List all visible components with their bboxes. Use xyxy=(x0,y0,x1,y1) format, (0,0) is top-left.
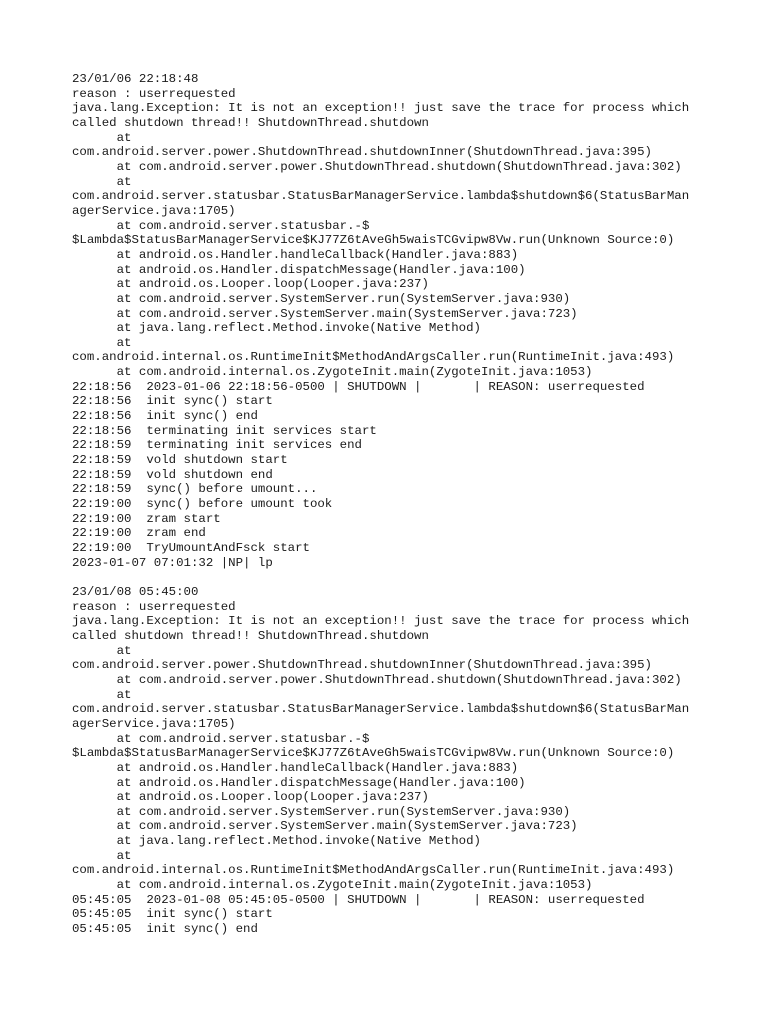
log-line: at com.android.server.power.ShutdownThread.shutdown(ShutdownThread.java:302) xyxy=(72,672,682,687)
log-line: at xyxy=(72,687,132,702)
log-line: 22:19:00 sync() before umount took xyxy=(72,497,333,512)
log-line: at com.android.internal.os.ZygoteInit.main(ZygoteInit.java:1053) xyxy=(72,365,593,380)
log-line: at android.os.Handler.dispatchMessage(Handler.java:100) xyxy=(72,262,526,277)
log-line: 22:18:56 2023-01-06 22:18:56-0500 | SHUTDOWN | | REASON: userrequested xyxy=(72,379,645,394)
log-line: at android.os.Looper.loop(Looper.java:237) xyxy=(72,277,429,292)
entry-separator xyxy=(72,570,702,585)
log-line: 22:19:00 zram start xyxy=(72,511,221,526)
log-line: agerService.java:1705) xyxy=(72,203,236,218)
log-line: at java.lang.reflect.Method.invoke(Native Method) xyxy=(72,321,481,336)
log-line: 22:19:00 zram end xyxy=(72,526,206,541)
log-line: at com.android.server.SystemServer.run(SystemServer.java:930) xyxy=(72,804,571,819)
log-line: 22:18:59 vold shutdown start xyxy=(72,453,288,468)
log-line: $Lambda$StatusBarManagerService$KJ77Z6tAveGh5waisTCGvipw8Vw.run(Unknown Source:0) xyxy=(72,746,675,761)
log-line: com.android.server.statusbar.StatusBarManagerService.lambda$shutdown$6(StatusBarMan xyxy=(72,189,690,204)
log-line: com.android.internal.os.RuntimeInit$MethodAndArgsCaller.run(RuntimeInit.java:493) xyxy=(72,350,675,365)
log-line: at com.android.server.statusbar.-$ xyxy=(72,731,370,746)
log-line: 05:45:05 init sync() start xyxy=(72,907,273,922)
log-line: 23/01/08 05:45:00 xyxy=(72,584,199,599)
document-page xyxy=(72,72,702,937)
log-entry xyxy=(72,72,702,570)
log-line: at com.android.internal.os.ZygoteInit.main(ZygoteInit.java:1053) xyxy=(72,878,593,893)
log-line: agerService.java:1705) xyxy=(72,716,236,731)
log-line: at xyxy=(72,335,132,350)
log-line: at com.android.server.statusbar.-$ xyxy=(72,218,370,233)
log-line: at xyxy=(72,643,132,658)
log-line: 23/01/06 22:18:48 xyxy=(72,72,199,86)
log-line: called shutdown thread!! ShutdownThread.shutdown xyxy=(72,115,429,130)
log-line: at com.android.server.SystemServer.main(SystemServer.java:723) xyxy=(72,306,578,321)
log-line: at android.os.Handler.dispatchMessage(Handler.java:100) xyxy=(72,775,526,790)
log-line: at xyxy=(72,174,132,189)
log-line: at com.android.server.SystemServer.run(SystemServer.java:930) xyxy=(72,291,571,306)
log-line: 22:18:59 vold shutdown end xyxy=(72,467,273,482)
log-line: at com.android.server.power.ShutdownThread.shutdown(ShutdownThread.java:302) xyxy=(72,159,682,174)
log-line: 22:18:56 init sync() start xyxy=(72,394,273,409)
log-line: 22:19:00 TryUmountAndFsck start xyxy=(72,541,310,555)
log-line: reason : userrequested xyxy=(72,599,236,614)
log-line: $Lambda$StatusBarManagerService$KJ77Z6tAveGh5waisTCGvipw8Vw.run(Unknown Source:0) xyxy=(72,233,675,248)
log-line: at android.os.Handler.handleCallback(Handler.java:883) xyxy=(72,247,519,262)
log-line: at xyxy=(72,130,132,145)
shutdown-log xyxy=(72,72,702,937)
log-line: 22:18:59 terminating init services end xyxy=(72,438,362,453)
log-line: 22:18:56 terminating init services start xyxy=(72,423,377,438)
log-line: 22:18:59 sync() before umount... xyxy=(72,482,318,497)
log-line: reason : userrequested xyxy=(72,86,236,101)
log-line: called shutdown thread!! ShutdownThread.shutdown xyxy=(72,628,429,643)
log-line: 05:45:05 2023-01-08 05:45:05-0500 | SHUTDOWN | | REASON: userrequested xyxy=(72,892,645,907)
log-entry xyxy=(72,585,702,937)
log-line: com.android.server.power.ShutdownThread.shutdownInner(ShutdownThread.java:395) xyxy=(72,145,652,160)
log-line: java.lang.Exception: It is not an exception!! just save the trace for process which xyxy=(72,614,690,629)
log-line: at java.lang.reflect.Method.invoke(Native Method) xyxy=(72,834,481,849)
log-line: at com.android.server.SystemServer.main(SystemServer.java:723) xyxy=(72,819,578,834)
log-line: at android.os.Handler.handleCallback(Handler.java:883) xyxy=(72,760,519,775)
log-line: com.android.server.statusbar.StatusBarManagerService.lambda$shutdown$6(StatusBarMan xyxy=(72,702,690,717)
log-line: 2023-01-07 07:01:32 |NP| lp xyxy=(72,555,273,570)
log-line: 05:45:05 init sync() end xyxy=(72,922,258,937)
log-line: java.lang.Exception: It is not an exception!! just save the trace for process which xyxy=(72,101,690,116)
log-line: 22:18:56 init sync() end xyxy=(72,409,258,424)
log-line: com.android.internal.os.RuntimeInit$MethodAndArgsCaller.run(RuntimeInit.java:493) xyxy=(72,863,675,878)
log-line: com.android.server.power.ShutdownThread.shutdownInner(ShutdownThread.java:395) xyxy=(72,658,652,673)
log-line: at android.os.Looper.loop(Looper.java:237) xyxy=(72,790,429,805)
log-line: at xyxy=(72,848,132,863)
